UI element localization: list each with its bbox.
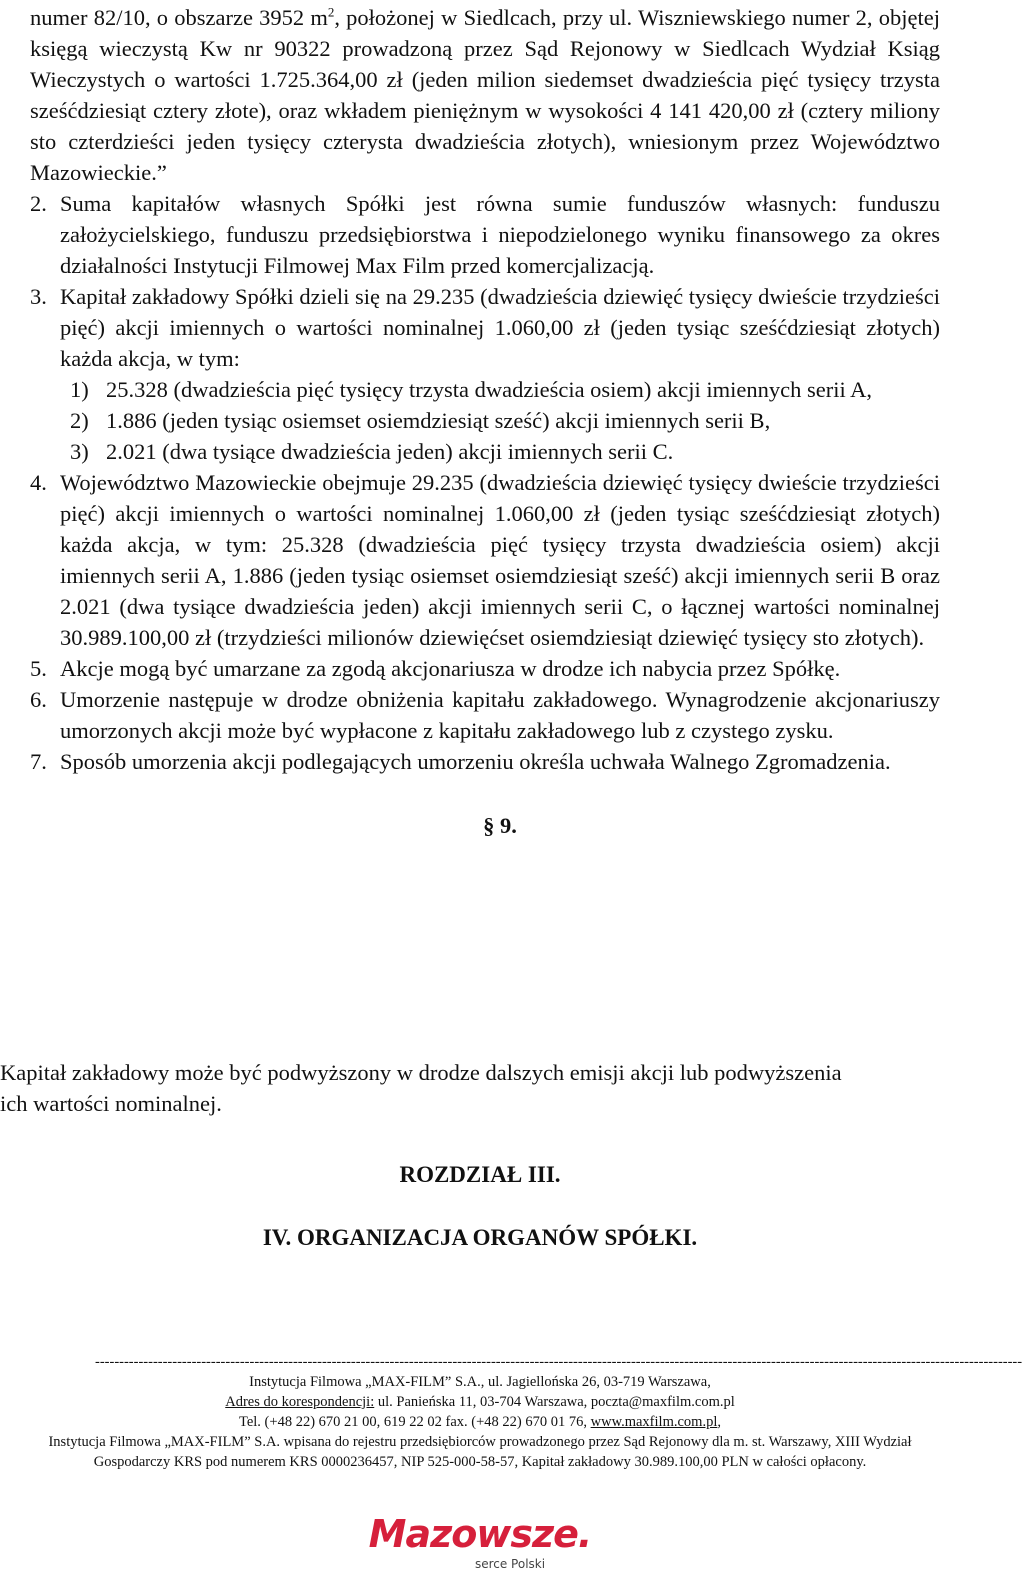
superscript-2: 2 <box>327 4 335 20</box>
item-number: 2. <box>30 191 47 216</box>
list-item <box>30 684 940 746</box>
footer-phone-text: Tel. (+48 22) 670 21 00, 619 22 02 fax. (+48 22) 670 01 76, <box>239 1414 591 1430</box>
sub-item-number: 1) <box>70 377 89 402</box>
footer-contact-line <box>0 1412 960 1432</box>
item-text: Województwo Mazowieckie obejmuje 29.235 (dwadzieścia dziewięć tysięcy dwieście trzydzieści pięć) akcji imiennych o wartości nominalnej 1.060,00 zł (jeden tysiąc sześćdziesiąt złotych) każda akcja, w tym: 25.328 (dwadzieścia pięć tysięcy trzysta dwadzieścia osiem) akcji imiennych serii A, 1.886 (jeden tysiąc osiemset osiemdziesiąt sześć) akcji imiennych serii B oraz 2.021 (dwa tysiące dwadzieścia jeden) akcji imiennych serii C, o łącznej wartości nominalnej 30.989.100,00 zł (trzydzieści milionów dziewięćset osiemdziesiąt dziewięć tysięcy sto złotych). <box>60 470 940 650</box>
section-9-paragraph: Kapitał zakładowy może być podwyższony w drodze dalszych emisji akcji lub podwyższenia ich wartości nominalnej. <box>0 1060 842 1116</box>
sub-item-number: 3) <box>70 439 89 464</box>
item-text: Umorzenie następuje w drodze obniżenia kapitału zakładowego. Wynagrodzenie akcjonariuszy umorzonych akcji może być wypłacone z kapitału zakładowego lub z czystego zysku. <box>60 687 940 743</box>
list-item <box>30 188 940 281</box>
chapter-subheading <box>0 1225 960 1251</box>
list-item <box>30 746 940 777</box>
sub-item <box>30 436 940 467</box>
continuation-text-start: numer 82/10, o obszarze 3952 m <box>30 5 328 30</box>
list-item <box>30 281 940 374</box>
item-text: Sposób umorzenia akcji podlegających umorzeniu określa uchwała Walnego Zgromadzenia. <box>60 749 891 774</box>
sub-item-number: 2) <box>70 408 89 433</box>
footer-company-line: Instytucja Filmowa „MAX-FILM” S.A., ul. Jagiellońska 26, 03-719 Warszawa, <box>249 1374 711 1390</box>
item-number: 4. <box>30 470 47 495</box>
correspondence-link[interactable]: Adres do korespondencji: <box>225 1394 375 1410</box>
logo-wordmark: Mazowsze. <box>368 1512 592 1556</box>
item-text: Suma kapitałów własnych Spółki jest równa sumie funduszów własnych: funduszu założycielskiego, funduszu przedsiębiorstwa i niepodzielonego wyniku finansowego za okres działalności Instytucji Filmowej Max Film przed komercjalizacją. <box>60 191 940 278</box>
section-heading: § 9. <box>483 813 517 838</box>
sub-item-text: 1.886 (jeden tysiąc osiemset osiemdziesiąt sześć) akcji imiennych serii B, <box>106 408 771 433</box>
item-text: Akcje mogą być umarzane za zgodą akcjonariusza w drodze ich nabycia przez Spółkę. <box>60 656 841 681</box>
sub-item <box>30 374 940 405</box>
list-item <box>30 653 940 684</box>
item-number: 3. <box>30 284 47 309</box>
footer-divider: ------------------------------------------------------------------------------------------------------------------------------------------------------------------------------------------------ <box>95 1354 1022 1370</box>
continuation-text-end: , położonej w Siedlcach, przy ul. Wiszniewskiego numer 2, objętej księgą wieczystą Kw nr 90322 prowadzoną przez Sąd Rejonowy w Siedlcach Wydział Ksiąg Wieczystych o wartości 1.725.364,00 zł (jeden milion siedemset dwadzieścia pięć tysięcy trzysta sześćdziesiąt cztery złote), oraz wkładem pieniężnym w wysokości 4 141 420,00 zł (cztery miliony sto czterdzieści jeden tysięcy czterysta dwadzieścia złotych), wniesionym przez Województwo Mazowieckie.” <box>30 5 940 185</box>
footer-address-line <box>0 1392 960 1412</box>
item-number: 5. <box>30 656 47 681</box>
sub-item-text: 2.021 (dwa tysiące dwadzieścia jeden) akcji imiennych serii C. <box>106 439 674 464</box>
chapter-subtitle: IV. ORGANIZACJA ORGANÓW SPÓŁKI. <box>262 1225 698 1250</box>
document-body <box>30 0 940 841</box>
footer-comma: , <box>717 1414 721 1430</box>
sub-item <box>30 405 940 436</box>
item-text: Kapitał zakładowy Spółki dzieli się na 29.235 (dwadzieścia dziewięć tysięcy dwieście trzydzieści pięć) akcji imiennych o wartości nominalnej 1.060,00 zł (jeden tysiąc sześćdziesiąt złotych) każda akcja, w tym: <box>60 284 940 371</box>
mazowsze-logo <box>0 1512 960 1571</box>
item-number: 7. <box>30 749 47 774</box>
list-item <box>30 467 940 653</box>
sub-item-text: 25.328 (dwadzieścia pięć tysięcy trzysta dwadzieścia osiem) akcji imiennych serii A, <box>106 377 872 402</box>
footer-registry-text: Instytucja Filmowa „MAX-FILM” S.A. wpisana do rejestru przedsiębiorców prowadzonego przez Sąd Rejonowy dla m. st. Warszawy, XIII Wydział Gospodarczy KRS pod numerem KRS 0000236457, NIP 525-000-58-57, Kapitał zakładowy 30.989.100,00 PLN w całości opłacony. <box>48 1434 912 1470</box>
item-number: 6. <box>30 687 47 712</box>
chapter-heading <box>0 1162 960 1188</box>
chapter-title: ROZDZIAŁ III. <box>399 1162 561 1187</box>
footer-address-text: ul. Panieńska 11, 03-704 Warszawa, poczta@maxfilm.com.pl <box>374 1394 735 1410</box>
website-link[interactable]: www.maxfilm.com.pl <box>590 1414 718 1430</box>
logo-tagline: serce Polski <box>474 1557 546 1571</box>
page-footer <box>0 1352 1022 1472</box>
continuation-paragraph <box>30 2 940 188</box>
